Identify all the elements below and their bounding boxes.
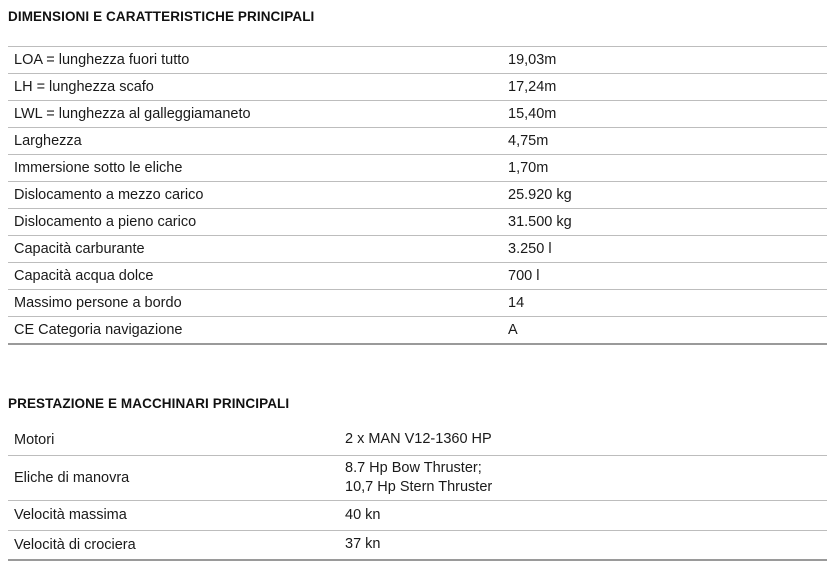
spec-value: A [502,317,827,344]
table-row [8,530,827,560]
table-row [8,155,827,182]
table-row [8,209,827,236]
spec-value [339,530,827,560]
spec-label: CE Categoria navigazione [8,317,502,344]
table-row [8,47,827,74]
table-row [8,500,827,530]
table-row [8,101,827,128]
spec-value: 1,70m [502,155,827,182]
spec-value: 19,03m [502,47,827,74]
spec-label: Dislocamento a mezzo carico [8,182,502,209]
dimensions-table [8,46,827,345]
spec-label: LH = lunghezza scafo [8,74,502,101]
spec-value [339,500,827,530]
spec-label: Capacità acqua dolce [8,263,502,290]
spec-value [339,455,827,500]
spec-label: Immersione sotto le eliche [8,155,502,182]
performance-section-title: PRESTAZIONE E MACCHINARI PRINCIPALI [8,396,290,411]
table-row [8,236,827,263]
spec-value-line: 2 x MAN V12-1360 HP [345,431,492,448]
dimensions-section-title: DIMENSIONI E CARATTERISTICHE PRINCIPALI [8,9,315,24]
spec-value: 4,75m [502,128,827,155]
spec-label: LWL = lunghezza al galleggiamaneto [8,101,502,128]
spec-value-line: 10,7 Hp Stern Thruster [345,478,493,495]
spec-value [339,425,827,455]
spec-value-line: 8.7 Hp Bow Thruster; [345,459,482,476]
spec-label: LOA = lunghezza fuori tutto [8,47,502,74]
table-row [8,182,827,209]
spec-label: Dislocamento a pieno carico [8,209,502,236]
table-row [8,128,827,155]
spec-value: 3.250 l [502,236,827,263]
spec-label: Velocità massima [8,500,339,530]
table-row [8,263,827,290]
spec-value: 700 l [502,263,827,290]
spec-value: 15,40m [502,101,827,128]
spec-label: Larghezza [8,128,502,155]
spec-label: Velocità di crociera [8,530,339,560]
spec-value: 31.500 kg [502,209,827,236]
table-row [8,290,827,317]
table-row [8,455,827,500]
table-row [8,425,827,455]
table-row [8,74,827,101]
spec-value-line: 37 kn [345,536,381,553]
table-row [8,317,827,344]
spec-value: 17,24m [502,74,827,101]
performance-table [8,425,827,561]
spec-label: Massimo persone a bordo [8,290,502,317]
spec-value-line: 40 kn [345,506,381,523]
spec-value: 25.920 kg [502,182,827,209]
spec-label: Eliche di manovra [8,455,339,500]
spec-value: 14 [502,290,827,317]
spec-label: Motori [8,425,339,455]
spec-label: Capacità carburante [8,236,502,263]
